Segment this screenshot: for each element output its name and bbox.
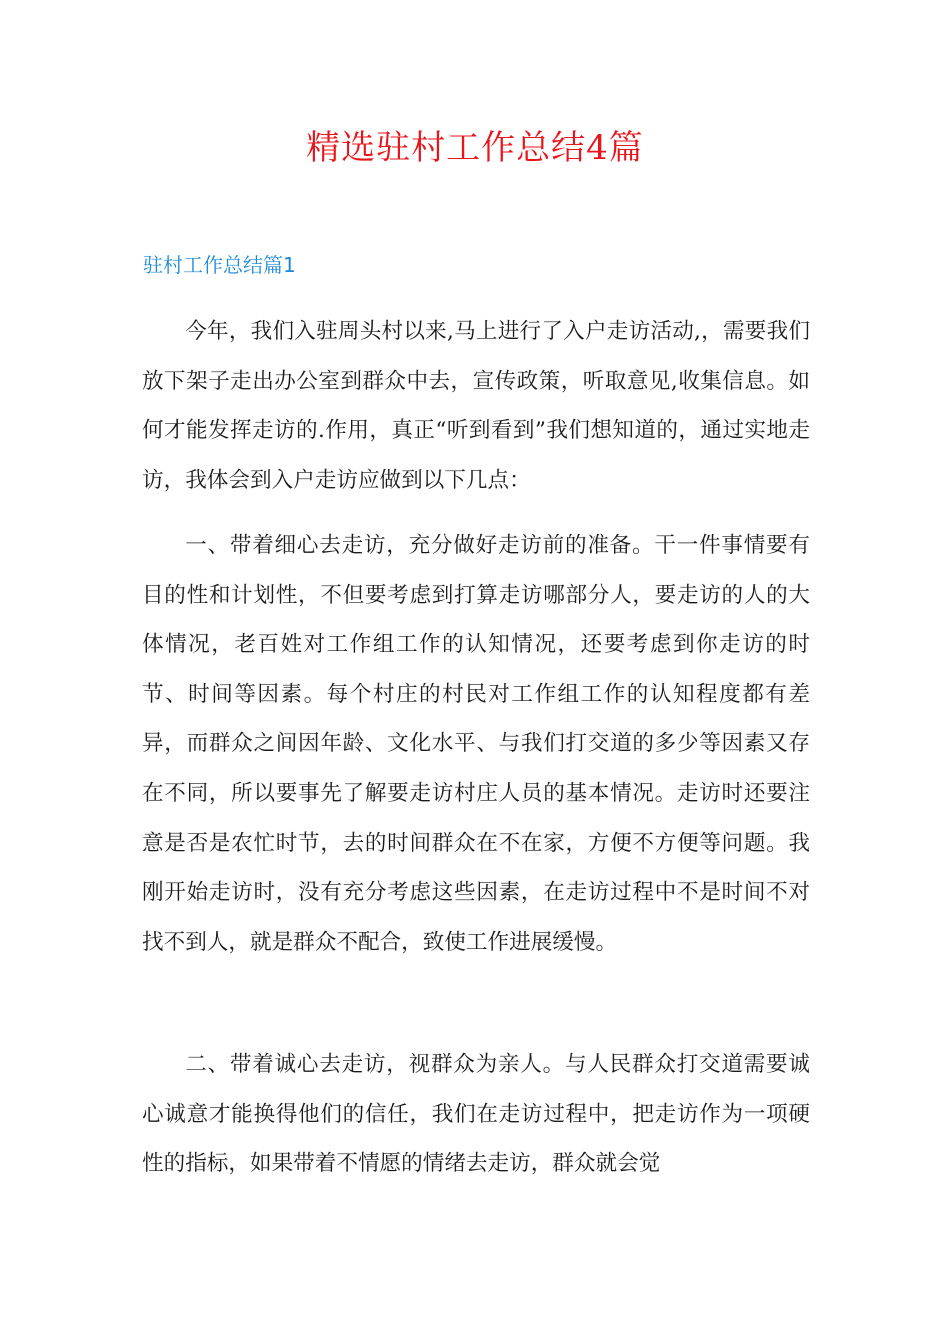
document-title: 精选驻村工作总结4篇 — [306, 128, 644, 168]
paragraph-1: 今年，我们入驻周头村以来,马上进行了入户走访活动,，需要我们放下架子走出办公室到群众中去，宣传政策，听取意见,收集信息。如何才能发挥走访的.作用，真正“听到看到”我们想知道的，通过实地走访，我体会到入户走访应做到以下几点： — [142, 319, 810, 493]
paragraph-3: 二、带着诚心去走访，视群众为亲人。与人民群众打交道需要诚心诚意才能换得他们的信任，我们在走访过程中，把走访作为一项硬性的指标，如果带着不情愿的情绪去走访，群众就会觉 — [142, 1052, 810, 1177]
paragraph-2: 一、带着细心去走访，充分做好走访前的准备。干一件事情要有目的性和计划性，不但要考虑到打算走访哪部分人，要走访的人的大体情况，老百姓对工作组工作的认知情况，还要考虑到你走访的时节、时间等因素。每个村庄的村民对工作组工作的认知程度都有差异，而群众之间因年龄、文化水平、与我们打交道的多少等因素又存在不同，所以要事先了解要走访村庄人员的基本情况。走访时还要注意是否是农忙时节，去的时间群众在不在家，方便不方便等问题。我刚开始走访时，没有充分考虑这些因素，在走访过程中不是时间不对找不到人，就是群众不配合，致使工作进展缓慢。 — [142, 533, 810, 955]
section-heading: 驻村工作总结篇1 — [143, 253, 296, 277]
